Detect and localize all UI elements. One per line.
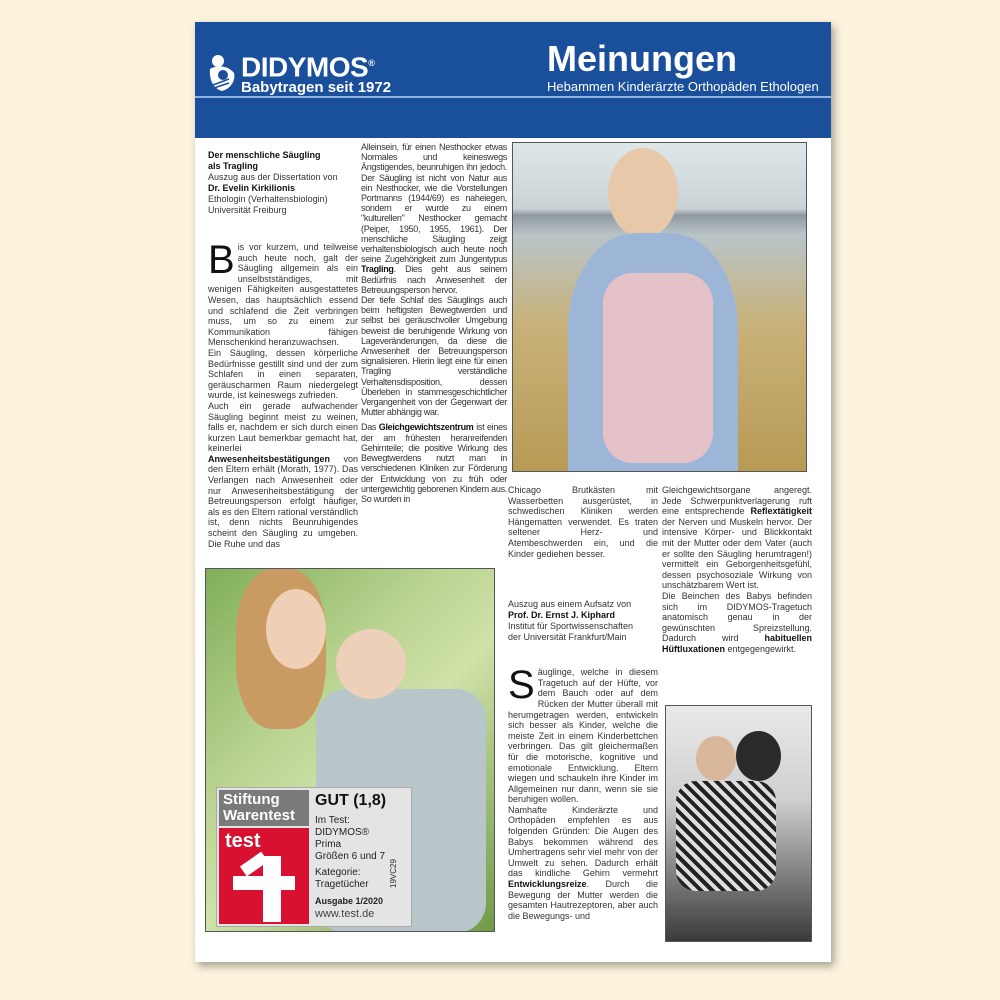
article1-paragraph: Der tiefe Schlaf des Säuglings auch beim heftigsten Bewegtwerden und selbst bei geräuschvoller Umgebung beweist die beruhigende Wirkung von Lageveränderungen, da diese die Anwesenheit der Betreuungsperson signalisieren. Hierin liegt eine für einen Tragling verständliche Verhaltensdisposition, dessen Überleben in stammesgeschichtlicher Vergangenheit von der Gegenwart der Mutter abhängig war.: [361, 295, 507, 418]
article2-paragraph: Namhafte Kinderärzte und Orthopäden empfehlen es aus folgenden Gründen: Die Augen des Babys bekommen während des Umhertragens sehr viel mehr von der Umwelt zu sehen. Dadurch erhält das kindliche Gehirn vermehrt Entwicklungsreize. Durch die Bewegung der Mutter werden die gesamten Hautrezeptoren, aber auch die Bewegungs- und: [508, 804, 658, 921]
mother-child-logo-icon: [207, 53, 237, 93]
article1-role: Ethologin (Verhaltensbiologin): [208, 194, 328, 204]
article2-paragraph: Die Beinchen des Babys befinden sich im DIDYMOS-Tragetuch anatomisch genau in der gewünschten Spreizstellung. Dadurch wird habituellen Hüftluxationen entgegengewirkt.: [662, 590, 812, 654]
article2-paragraph: Gleichgewichtsorgane angeregt. Jede Schwerpunktverlagerung ruft eine entsprechende Reflextätigkeit der Nerven und Muskeln hervor. Der intensive Körper- und Blickkontakt mit der Mutter oder dem Vater (auch er sollte den Säugling herumtragen!) vermittelt ein Geborgenheitsgefühl, dessen psychosoziale Wirkung von unschätzbarem Wert ist.: [662, 485, 812, 591]
warentest-org-label: Stiftung Warentest: [219, 790, 309, 826]
badge-product: DIDYMOS®: [315, 827, 370, 838]
test-logo: test: [219, 828, 309, 924]
article1-heading: Der menschliche Säugling als Tragling: [208, 150, 321, 171]
badge-category: Tragetücher: [315, 879, 369, 890]
page-title: Meinungen: [547, 38, 737, 79]
article2-author: Prof. Dr. Ernst J. Kiphard: [508, 610, 616, 621]
photo-mother-breastfeeding-in-wrap: [205, 568, 495, 932]
stiftung-warentest-badge: [216, 787, 412, 927]
photo-back-carry-wrap: [665, 705, 812, 942]
page-subtitle: Hebammen Kinderärzte Orthopäden Ethologen: [547, 79, 819, 94]
article1-paragraph: Chicago Brutkästen mit Wasserbetten ausgerüstet, in schwedischen Kliniken werden Hängematten verwendet. Es traten seltener Herz- und Atembeschwerden ein, und die Kinder gediehen besser.: [508, 485, 658, 559]
drop-cap: B: [208, 238, 235, 282]
photo-mother-with-baby-carrier: [512, 142, 807, 472]
article1-source: Auszug aus der Dissertation von: [208, 172, 338, 182]
badge-model: Prima: [315, 839, 342, 850]
badge-text: Im Test:: [315, 815, 350, 826]
article2-intro: Auszug aus einem Aufsatz von Prof. Dr. Ernst J. Kiphard Institut für Sportwissenschaften der Universität Frankfurt/Main: [508, 599, 634, 643]
header-divider: [195, 96, 831, 98]
article1-column2: [361, 142, 507, 504]
drop-cap: S: [508, 663, 535, 708]
article1-column1: [208, 150, 358, 549]
article1-paragraph: Auch ein gerade aufwachender Säugling beginnt meist zu weinen, falls er, nachdem er sich durch einen kurzen Laut bemerkbar gemacht hat, keinerlei Anwesenheitsbestätigungen von den Eltern erhält (Morath, 1977). Das Verlangen nach Anwesenheit oder nur Anwesenheitsbestätigung der Betreuungsperson erfolgt häufiger, als es den Eltern rational verständlich ist, denn nichts Beunruhigendes scheint den Säugling zu umgeben. Die Ruhe und das: [208, 400, 358, 549]
article1-paragraph: Bis vor kurzem, und teilweise auch heute noch, galt der Säugling allgemein als ein unselbstständiges, mit wenigen Fähigkeiten ausgestattetes Wesen, das hauptsächlich essend und schlafend die Zeit verbringen muss, um so zu einem zur Kommunikation fähigen Menschenkind heranzuwachsen.: [208, 238, 358, 348]
badge-category-label: Kategorie:: [315, 867, 361, 878]
article1-institution: Universität Freiburg: [208, 205, 287, 215]
column3: [508, 485, 658, 921]
test-rating: GUT (1,8): [315, 792, 387, 809]
badge-sizes: Größen 6 und 7: [315, 851, 386, 862]
article2-source: Auszug aus einem Aufsatz von: [508, 599, 632, 610]
flyer-page: [195, 22, 831, 962]
column4: [662, 485, 812, 655]
didymos-logo: [207, 50, 391, 95]
article1-author: Dr. Evelin Kirkilionis: [208, 183, 296, 193]
article1-paragraph: Alleinsein, für einen Nesthocker etwas Normales und keineswegs Ängstigendes, beunruhigen ihn jedoch. Der Säugling ist nicht von Natur aus ein Nesthocker, wie die Vorstellungen Portmanns (1944/69) es naheiegen, sondern er wurde zu einem "kulturellen" Nesthocker gemacht (Peiper, 1950, 1955, 1961). Der menschliche Säugling zeigt verhaltensbiologisch auch heute noch seine Zugehörigkeit zum Jungentypus Tragling. Dies geht aus seinem Bedürfnis nach Anwesenheit der Betreuungsperson hervor.: [361, 142, 507, 295]
header-banner: [195, 22, 831, 138]
article2-institution: Institut für Sportwissenschaften: [508, 621, 634, 632]
article1-paragraph: Das Gleichgewichtszentrum ist eines der am frühesten heranreifenden Gehirnteile; die positive Wirkung des Bewegtwerdens nutzt man in verschiedenen Kliniken zur Förderung der Entwicklung von zu früh oder untergewichtig geborenen Kindern aus. So wurden in: [361, 422, 507, 504]
badge-issue: Ausgabe 1/2020: [315, 896, 384, 906]
article1-paragraph: Ein Säugling, dessen körperliche Bedürfnisse gestillt sind und der zum Schlafen in einen separaten, geräuscharmen Raum niedergelegt wurde, ist keineswegs zufrieden.: [208, 347, 358, 401]
badge-code: 19VC29: [389, 859, 398, 888]
brand-name: DIDYMOS: [241, 51, 369, 83]
badge-url: www.test.de: [315, 908, 375, 920]
article2-paragraph: Säuglinge, welche in diesem Tragetuch auf der Hüfte, vor dem Bauch oder auf dem Rücken der Mutter überall mit herumgetragen werden, entwickeln sich besser als Kinder, welche die meiste Zeit in einem Kinderbettchen verbringen. Das gilt gleichermaßen für die motorische, kognitive und emotionale Entwicklung. Eltern wiegen und schaukeln ihre Kinder im Allgemeinen nur dann, wenn sie sie beruhigen wollen.: [508, 663, 658, 805]
registered-mark: ®: [368, 58, 375, 68]
article1-intro: [208, 150, 358, 216]
brand-tagline: Babytragen seit 1972: [241, 79, 392, 97]
